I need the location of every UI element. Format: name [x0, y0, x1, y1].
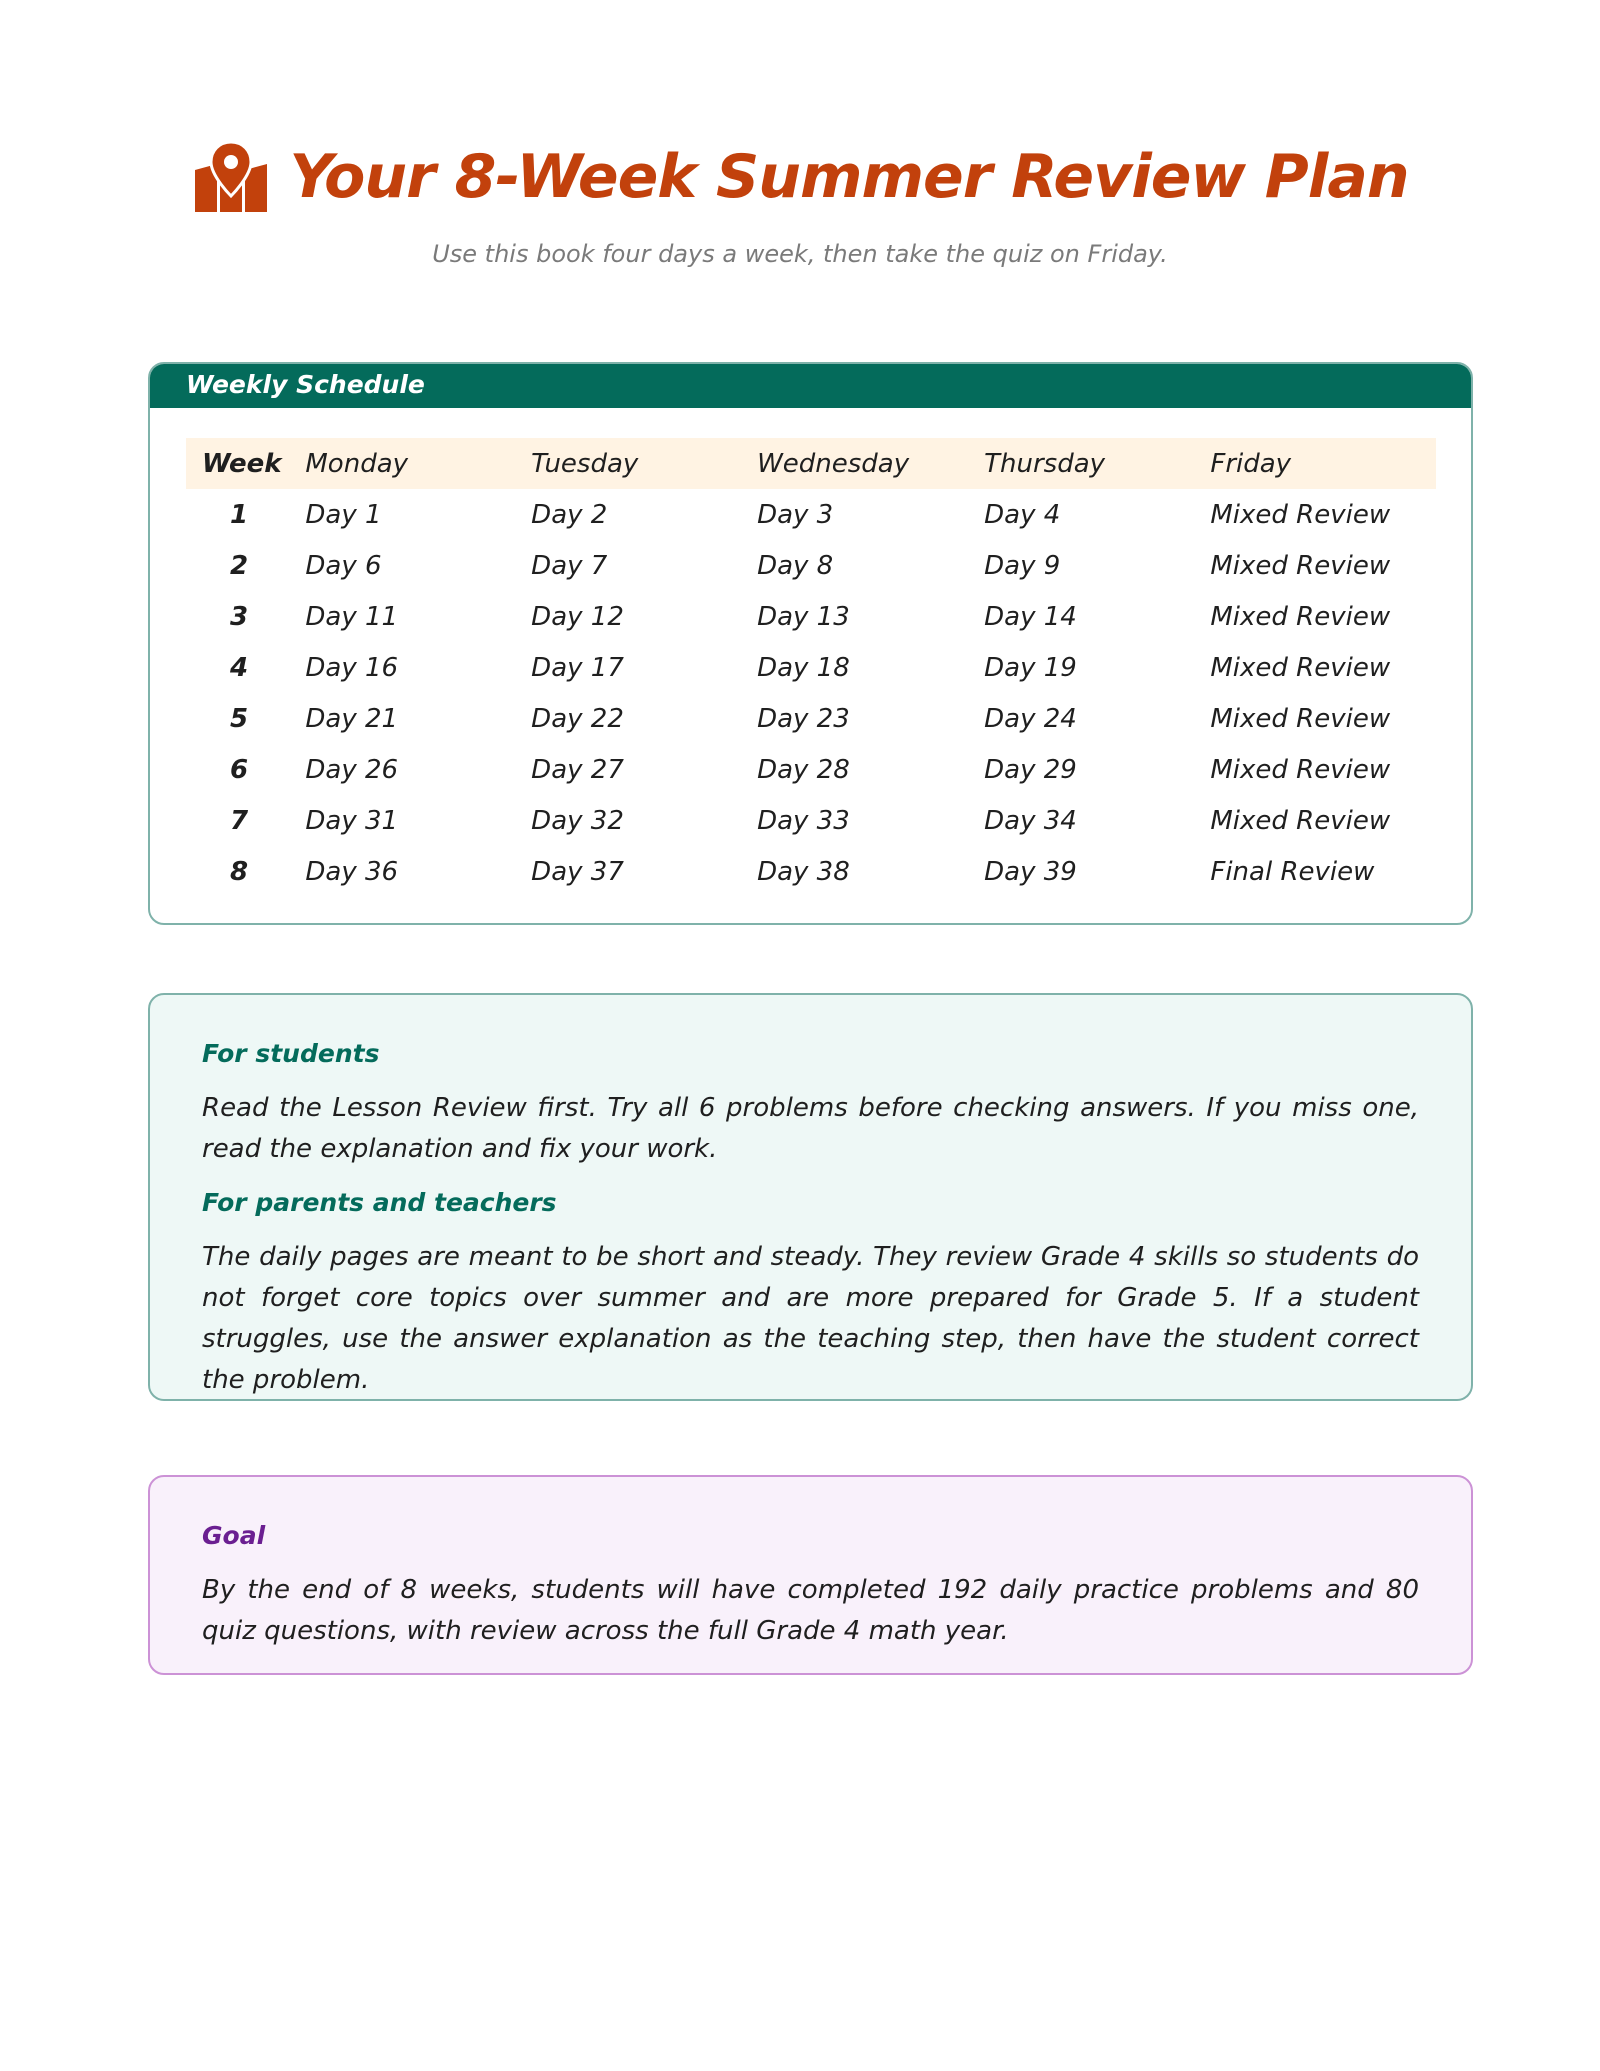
week-number: 5	[230, 703, 249, 734]
table-cell: Mixed Review	[1210, 805, 1391, 836]
week-number: 3	[230, 601, 249, 632]
table-cell: Day 28	[757, 754, 850, 785]
table-cell: Day 16	[305, 652, 399, 683]
table-cell: Day 11	[305, 601, 399, 632]
week-number: 8	[230, 856, 249, 887]
column-header-friday: Friday	[1210, 448, 1292, 479]
table-row	[186, 489, 1436, 540]
parents-heading: For parents and teachers	[202, 1188, 557, 1217]
table-cell: Day 31	[305, 805, 399, 836]
table-row	[186, 591, 1436, 642]
goal-text: By the end of 8 weeks, students will have completed 192 daily practice problems and 80 quiz questions, with review across the full Grade 4 math year.	[202, 1575, 1419, 1646]
table-cell: Mixed Review	[1210, 499, 1391, 530]
table-cell: Day 27	[531, 754, 624, 785]
table-cell: Day 19	[984, 652, 1077, 683]
table-row	[186, 846, 1436, 897]
weekly-schedule-card	[148, 362, 1473, 925]
week-number: 1	[230, 499, 249, 530]
table-cell: Day 37	[531, 856, 624, 887]
table-cell: Day 7	[531, 550, 608, 581]
table-row	[186, 744, 1436, 795]
table-cell: Day 29	[984, 754, 1077, 785]
page-header	[0, 140, 1600, 268]
table-cell: Day 39	[984, 856, 1077, 887]
table-cell: Day 4	[984, 499, 1061, 530]
table-cell: Day 14	[984, 601, 1077, 632]
table-cell: Day 9	[984, 550, 1061, 581]
table-cell: Day 21	[305, 703, 399, 734]
info-card	[148, 993, 1473, 1401]
week-number: 6	[230, 754, 249, 785]
parents-text: The daily pages are meant to be short and steady. They review Grade 4 skills so students do not forget core topics over summer and are more prepared for Grade 5. If a student struggles, use the answer explanation as the teaching step, then have the student correct the problem.	[202, 1242, 1419, 1395]
table-cell: Day 12	[531, 601, 624, 632]
week-number: 4	[230, 652, 249, 683]
table-row	[186, 540, 1436, 591]
page-title: Your 8-Week Summer Review Plan	[289, 142, 1409, 212]
column-header-wednesday: Wednesday	[757, 448, 910, 479]
students-text: Read the Lesson Review first. Try all 6 problems before checking answers. If you miss one, read the explanation and fix your work.	[202, 1093, 1419, 1164]
table-cell: Day 34	[984, 805, 1077, 836]
table-cell: Day 18	[757, 652, 850, 683]
column-header-week: Week	[202, 448, 282, 479]
table-row	[186, 693, 1436, 744]
table-cell: Final Review	[1210, 856, 1375, 887]
table-cell: Day 26	[305, 754, 399, 785]
table-cell: Day 8	[757, 550, 834, 581]
schedule-table	[186, 438, 1436, 897]
title-row	[191, 140, 1408, 214]
map-pin-icon	[191, 140, 271, 214]
table-cell: Mixed Review	[1210, 754, 1391, 785]
students-heading: For students	[202, 1039, 380, 1068]
column-header-thursday: Thursday	[984, 448, 1106, 479]
table-cell: Mixed Review	[1210, 601, 1391, 632]
schedule-header-row	[186, 438, 1436, 489]
table-row	[186, 642, 1436, 693]
table-cell: Mixed Review	[1210, 703, 1391, 734]
table-cell: Day 36	[305, 856, 399, 887]
table-cell: Mixed Review	[1210, 652, 1391, 683]
column-header-tuesday: Tuesday	[531, 448, 639, 479]
goal-card	[148, 1475, 1473, 1675]
table-cell: Day 6	[305, 550, 382, 581]
week-number: 2	[230, 550, 249, 581]
table-cell: Day 3	[757, 499, 834, 530]
schedule-heading: Weekly Schedule	[150, 364, 1471, 408]
table-cell: Day 13	[757, 601, 850, 632]
table-cell: Day 17	[531, 652, 624, 683]
table-cell: Day 1	[305, 499, 382, 530]
table-cell: Day 24	[984, 703, 1077, 734]
table-cell: Day 32	[531, 805, 624, 836]
table-cell: Mixed Review	[1210, 550, 1391, 581]
goal-heading: Goal	[202, 1521, 266, 1550]
table-cell: Day 33	[757, 805, 850, 836]
page-subtitle: Use this book four days a week, then take the quiz on Friday.	[432, 240, 1168, 268]
week-number: 7	[230, 805, 249, 836]
table-cell: Day 38	[757, 856, 850, 887]
table-cell: Day 23	[757, 703, 850, 734]
table-cell: Day 2	[531, 499, 608, 530]
table-cell: Day 22	[531, 703, 624, 734]
table-row	[186, 795, 1436, 846]
column-header-monday: Monday	[305, 448, 409, 479]
